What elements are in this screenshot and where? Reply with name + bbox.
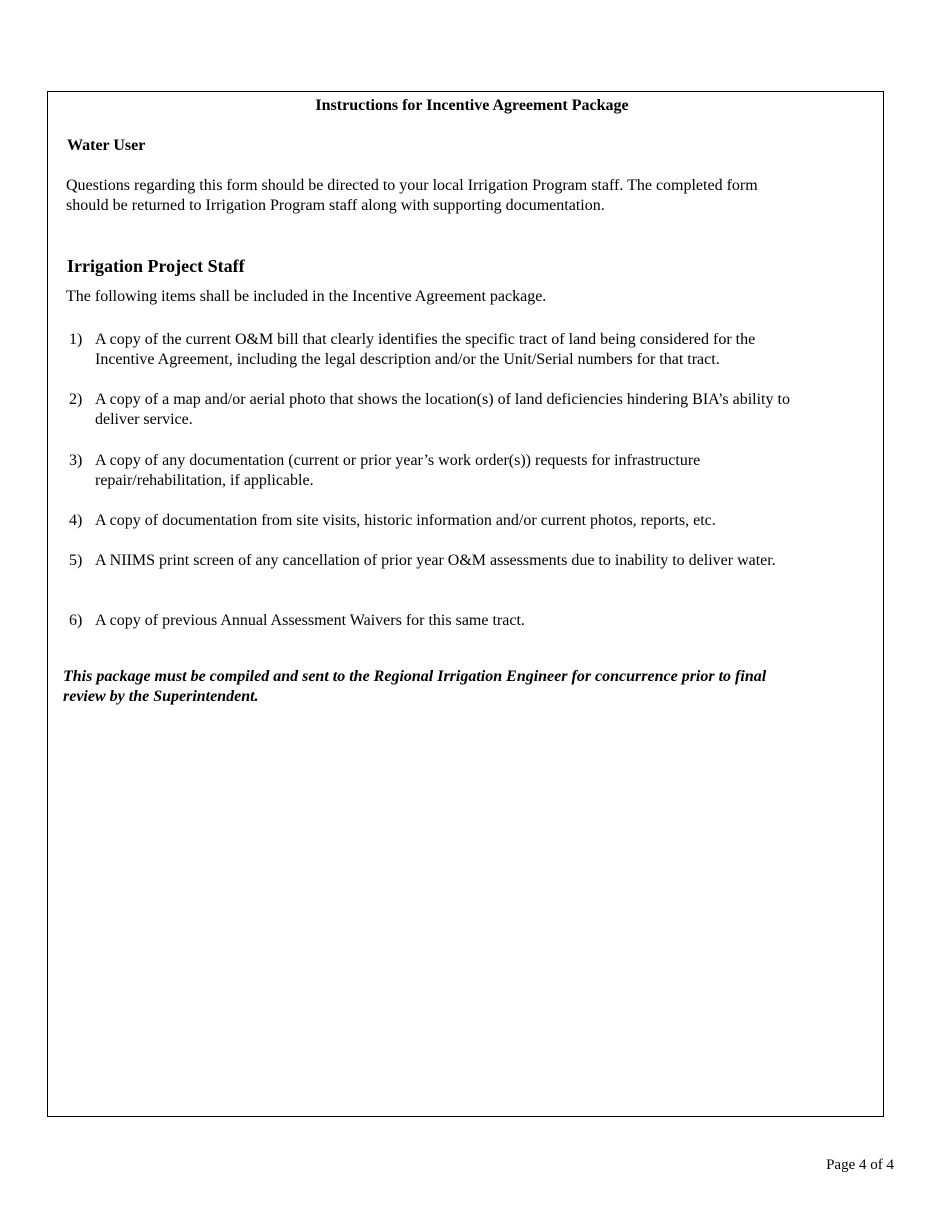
list-item-number: 6) <box>69 612 83 629</box>
project-staff-intro: The following items shall be included in the Incentive Agreement package. <box>66 288 547 305</box>
list-item-text: A copy of any documentation (current or prior year’s work order(s)) requests for infrastructure repair/rehabilitation, if applicable. <box>95 452 701 489</box>
page-title: Instructions for Incentive Agreement Package <box>315 97 629 114</box>
list-item <box>66 611 816 631</box>
list-item-number: 1) <box>69 331 83 348</box>
project-staff-heading: Irrigation Project Staff <box>67 256 245 276</box>
list-item <box>66 390 816 430</box>
list-item-number: 5) <box>69 552 83 569</box>
list-item <box>66 330 816 370</box>
list-item-number: 2) <box>69 391 83 408</box>
list-item <box>66 551 816 571</box>
list-item-text: A copy of documentation from site visits, historic information and/or current photos, reports, etc. <box>95 512 716 529</box>
list-item-text: A NIIMS print screen of any cancellation of prior year O&M assessments due to inability to deliver water. <box>95 552 776 569</box>
list-item <box>66 451 816 491</box>
list-item-text: A copy of the current O&M bill that clearly identifies the specific tract of land being considered for the Incentive Agreement, including the legal description and/or the Unit/Serial numbers for that tract. <box>95 331 756 368</box>
submission-note: This package must be compiled and sent to the Regional Irrigation Engineer for concurrence prior to final review by the Superintendent. <box>63 668 767 705</box>
list-item <box>66 511 816 531</box>
water-user-paragraph: Questions regarding this form should be directed to your local Irrigation Program staff. The completed form should be returned to Irrigation Program staff along with supporting documentation. <box>66 177 758 214</box>
list-item-number: 4) <box>69 512 83 529</box>
water-user-heading: Water User <box>67 137 146 154</box>
list-item-number: 3) <box>69 452 83 469</box>
form-border <box>47 91 884 1117</box>
list-item-text: A copy of previous Annual Assessment Waivers for this same tract. <box>95 612 525 629</box>
page-number: Page 4 of 4 <box>826 1157 894 1173</box>
list-item-text: A copy of a map and/or aerial photo that shows the location(s) of land deficiencies hindering BIA’s ability to deliver service. <box>95 391 790 428</box>
